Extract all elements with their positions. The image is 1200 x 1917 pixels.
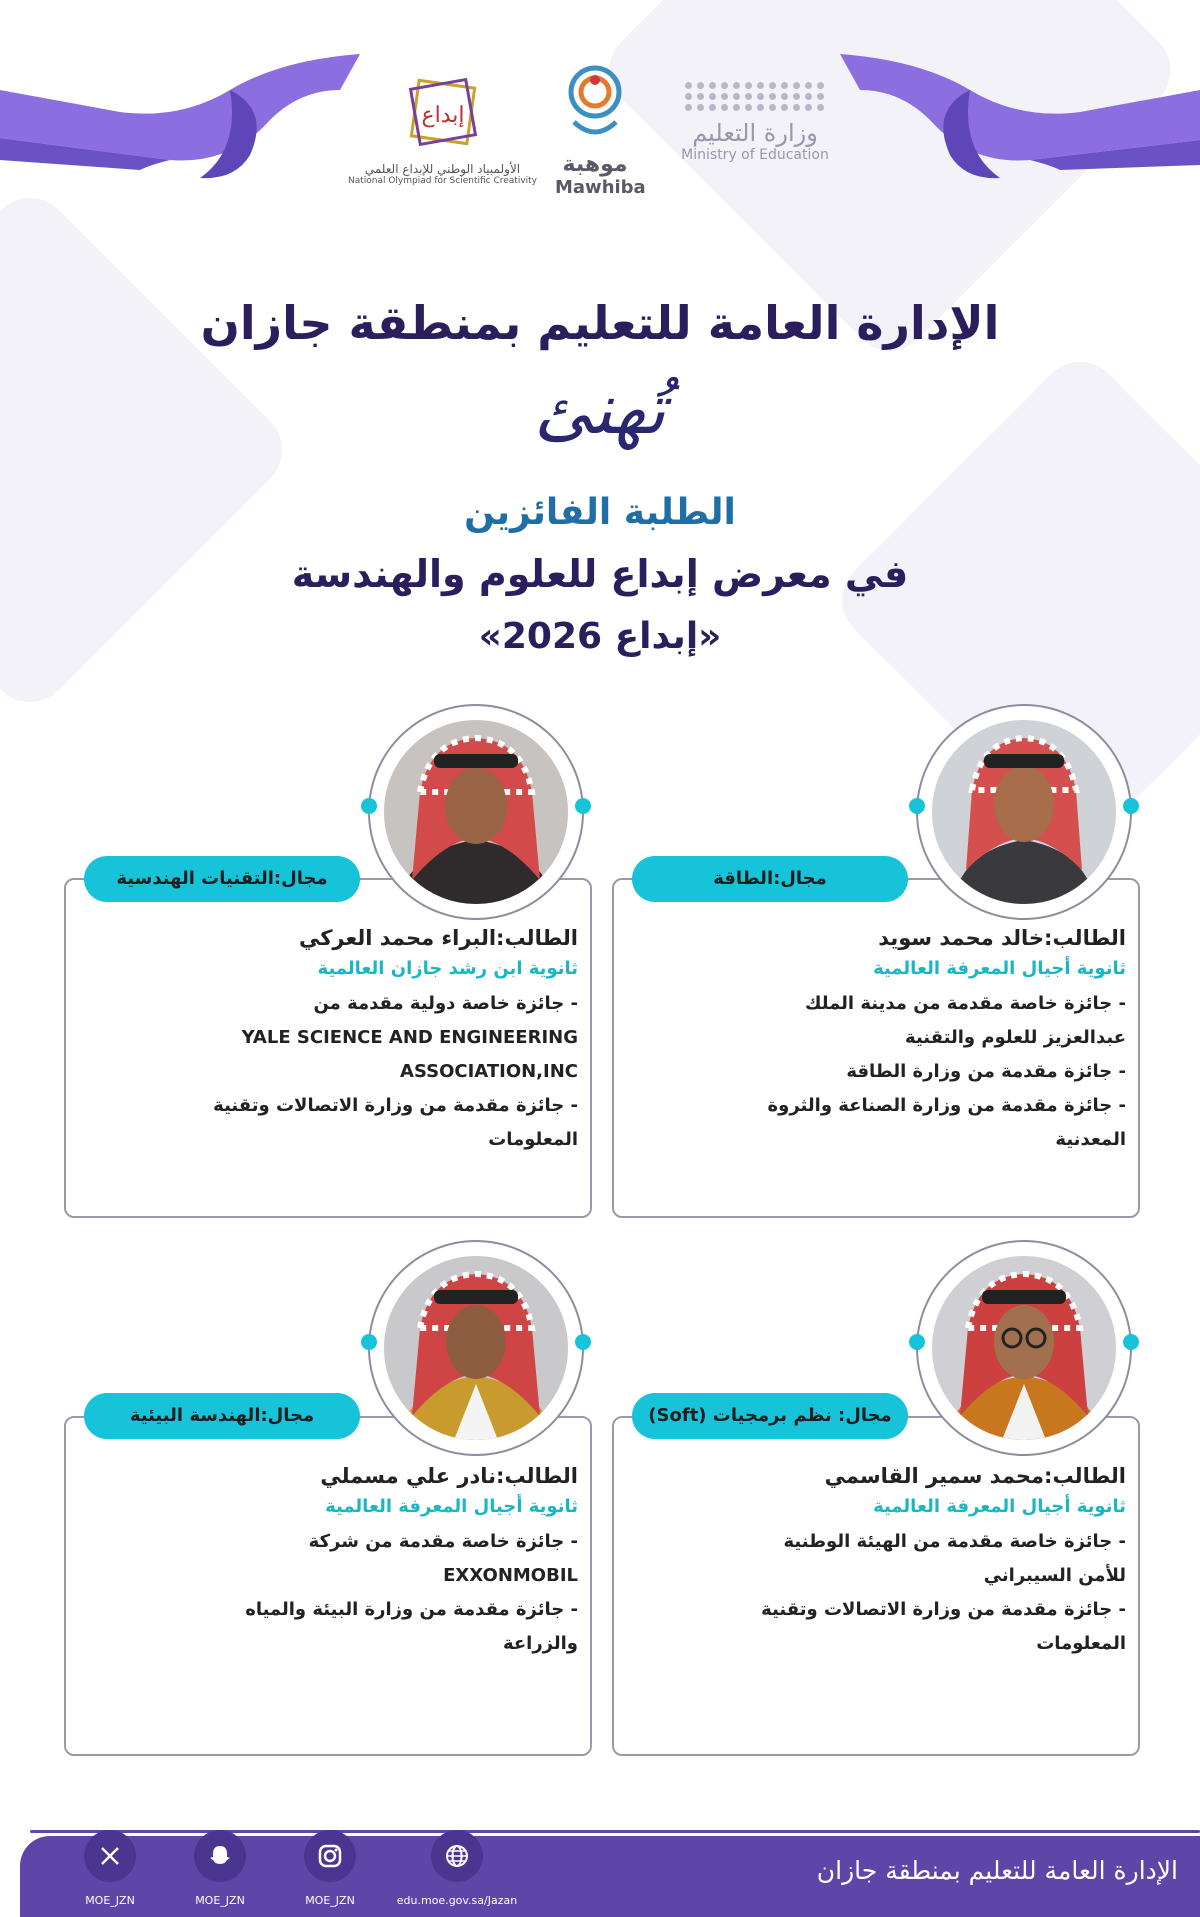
student-avatar-frame <box>916 1240 1132 1456</box>
ring-dot <box>361 1334 377 1350</box>
student-photo <box>384 720 568 904</box>
olympiad-name-ar: الأولمبياد الوطني للإبداع العلمي <box>364 162 521 176</box>
student-avatar-frame <box>368 704 584 920</box>
award-line: - جائزة مقدمة من وزارة البيئة والمياه <box>245 1599 578 1620</box>
congrats-calligraphy: تُهنئ <box>534 368 666 450</box>
x-icon <box>84 1830 136 1882</box>
award-line-en: ASSOCIATION,INC <box>400 1061 578 1082</box>
social-label: edu.moe.gov.sa/Jazan <box>396 1894 518 1907</box>
moe-dots-icon <box>670 82 840 111</box>
school-name: ثانوية أجيال المعرفة العالمية <box>325 1496 578 1517</box>
award-line-en: YALE SCIENCE AND ENGINEERING <box>241 1027 578 1048</box>
student-avatar-frame <box>916 704 1132 920</box>
award-line: المعدنية <box>1055 1129 1126 1150</box>
page-title: الإدارة العامة للتعليم بمنطقة جازان <box>200 296 1000 350</box>
field-badge: مجال:التقنيات الهندسية <box>84 856 360 902</box>
globe-icon <box>431 1830 483 1882</box>
student-photo <box>932 720 1116 904</box>
award-line: - جائزة خاصة مقدمة من مدينة الملك <box>805 993 1126 1014</box>
social-label: MOE_JZN <box>195 1894 245 1907</box>
award-line: المعلومات <box>488 1129 578 1150</box>
field-badge: مجال: نظم برمجيات (Soft) <box>632 1393 908 1439</box>
student-name: الطالب:البراء محمد العركي <box>298 926 578 950</box>
award-line: عبدالعزيز للعلوم والتقنية <box>905 1027 1126 1048</box>
award-line: - جائزة مقدمة من وزارة الاتصالات وتقنية <box>213 1095 578 1116</box>
logos-bar <box>340 62 840 212</box>
mawhiba-name-en: Mawhiba <box>555 177 646 198</box>
mawhiba-emblem-icon <box>558 62 632 148</box>
moe-logo <box>670 82 840 163</box>
event-name: «إبداع 2026» <box>478 616 722 657</box>
exhibition-subtitle: في معرض إبداع للعلوم والهندسة <box>291 552 909 596</box>
winner-card <box>64 1416 592 1756</box>
award-line: - جائزة مقدمة من وزارة الطاقة <box>846 1061 1126 1082</box>
student-portrait-icon <box>384 1256 568 1440</box>
winner-card <box>612 1416 1140 1756</box>
award-line: - جائزة خاصة مقدمة من الهيئة الوطنية <box>783 1531 1126 1552</box>
mawhiba-logo <box>555 62 646 198</box>
student-photo <box>932 1256 1116 1440</box>
student-name: الطالب:محمد سمير القاسمي <box>824 1464 1126 1488</box>
olympiad-emblem-icon <box>403 72 483 152</box>
field-badge: مجال:الهندسة البيئية <box>84 1393 360 1439</box>
school-name: ثانوية ابن رشد جازان العالمية <box>317 958 578 979</box>
winner-card <box>64 878 592 1218</box>
student-portrait-icon <box>932 1256 1116 1440</box>
svg-text:إبداع: إبداع <box>420 103 465 128</box>
ring-dot <box>909 1334 925 1350</box>
ring-dot <box>909 798 925 814</box>
social-link-snapchat[interactable] <box>160 1830 280 1907</box>
social-link-instagram[interactable] <box>270 1830 390 1907</box>
social-label: MOE_JZN <box>85 1894 135 1907</box>
instagram-icon <box>304 1830 356 1882</box>
moe-name-en: Ministry of Education <box>681 147 829 163</box>
award-line: المعلومات <box>1036 1633 1126 1654</box>
winner-card <box>612 878 1140 1218</box>
student-name: الطالب:خالد محمد سويد <box>878 926 1126 950</box>
ring-dot <box>1123 798 1139 814</box>
social-link-website[interactable] <box>382 1830 532 1907</box>
student-name: الطالب:نادر علي مسملي <box>320 1464 578 1488</box>
mawhiba-name-ar: موهبة <box>562 152 628 177</box>
award-line: والزراعة <box>502 1633 578 1654</box>
snapchat-icon <box>194 1830 246 1882</box>
social-link-x[interactable] <box>50 1830 170 1907</box>
moe-name-ar: وزارة التعليم <box>692 119 818 147</box>
field-badge: مجال:الطاقة <box>632 856 908 902</box>
footer-title: الإدارة العامة للتعليم بمنطقة جازان <box>816 1856 1178 1885</box>
student-avatar-frame <box>368 1240 584 1456</box>
social-label: MOE_JZN <box>305 1894 355 1907</box>
right-ribbon <box>830 50 1200 220</box>
award-line: - جائزة مقدمة من وزارة الاتصالات وتقنية <box>761 1599 1126 1620</box>
award-line: - جائزة خاصة دولية مقدمة من <box>313 993 578 1014</box>
student-portrait-icon <box>384 720 568 904</box>
winners-subtitle: الطلبة الفائزين <box>464 492 736 533</box>
left-ribbon <box>0 50 370 200</box>
olympiad-logo <box>340 72 545 186</box>
ring-dot <box>575 798 591 814</box>
footer-bar <box>20 1836 1200 1917</box>
school-name: ثانوية أجيال المعرفة العالمية <box>873 1496 1126 1517</box>
olympiad-name-en: National Olympiad for Scientific Creativity <box>347 176 538 186</box>
ring-dot <box>1123 1334 1139 1350</box>
award-line: - جائزة مقدمة من وزارة الصناعة والثروة <box>767 1095 1126 1116</box>
school-name: ثانوية أجيال المعرفة العالمية <box>873 958 1126 979</box>
award-line: للأمن السيبراني <box>983 1565 1126 1586</box>
award-line: - جائزة خاصة مقدمة من شركة <box>308 1531 578 1552</box>
ring-dot <box>361 798 377 814</box>
student-portrait-icon <box>932 720 1116 904</box>
award-line-en: EXXONMOBIL <box>443 1565 578 1586</box>
ring-dot <box>575 1334 591 1350</box>
student-photo <box>384 1256 568 1440</box>
